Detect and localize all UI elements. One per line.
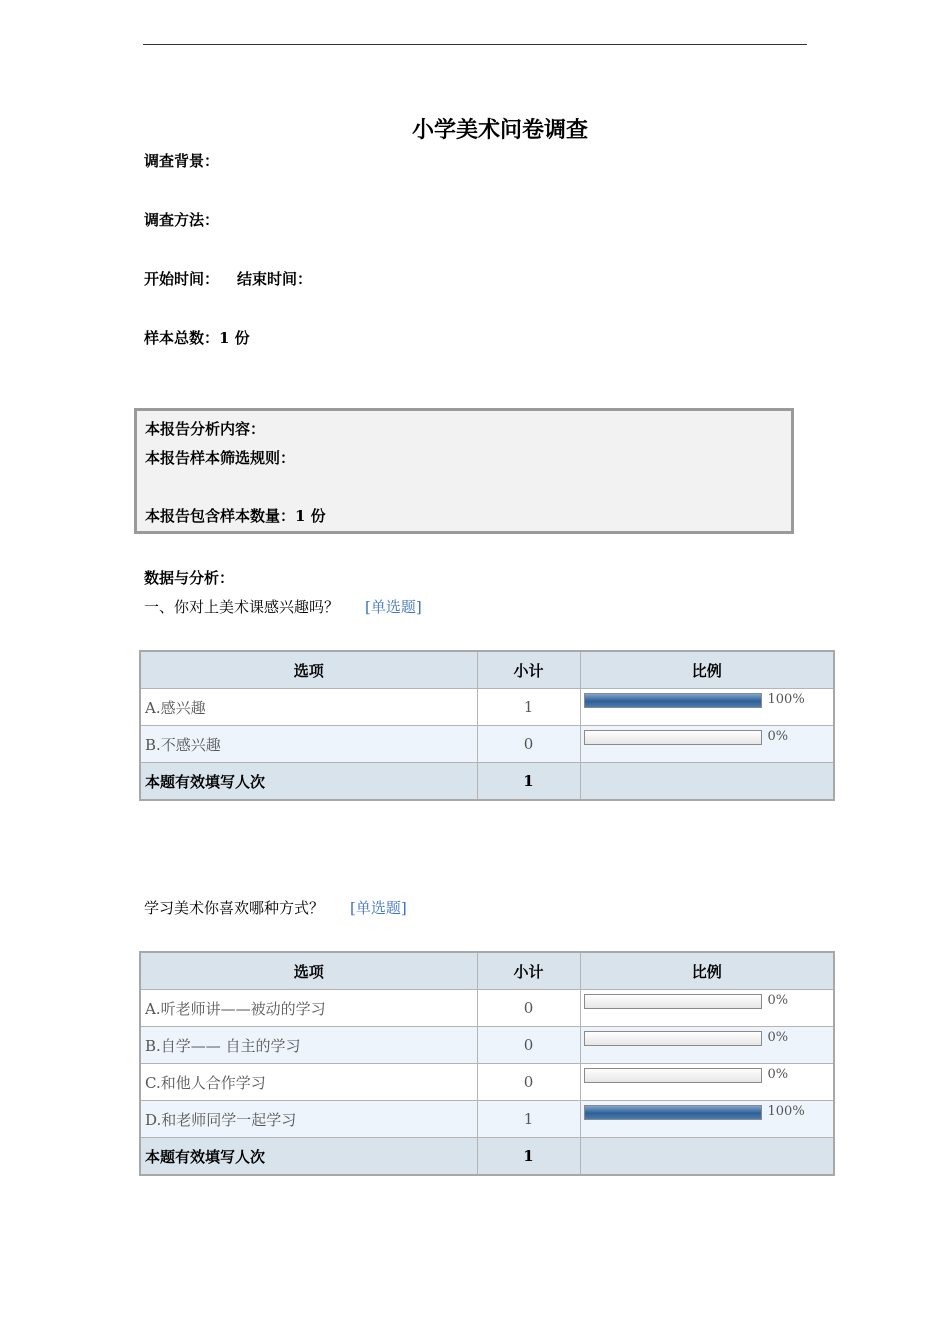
question-2-type-tag[interactable]: [单选题] <box>350 899 407 917</box>
question-1-title <box>144 596 422 617</box>
total-count: 1 <box>477 1138 580 1176</box>
survey-method-label: 调查方法： <box>144 211 220 229</box>
ratio-cell <box>580 990 834 1027</box>
total-ratio-cell <box>580 1138 834 1176</box>
option-cell: A.听老师讲——被动的学习 <box>140 990 477 1027</box>
option-header: 选项 <box>140 952 477 990</box>
report-summary-box <box>134 408 794 534</box>
ratio-bar-fill <box>585 1106 761 1119</box>
ratio-percent: 0% <box>767 729 789 744</box>
count-cell: 0 <box>477 990 580 1027</box>
ratio-percent: 0% <box>767 1067 789 1082</box>
table-header-row <box>140 651 834 689</box>
count-header: 小计 <box>477 952 580 990</box>
option-cell: B.自学—— 自主的学习 <box>140 1027 477 1064</box>
table-row <box>140 990 834 1027</box>
option-header: 选项 <box>140 651 477 689</box>
question-2-table <box>139 951 835 1176</box>
table-row <box>140 1027 834 1064</box>
ratio-cell <box>580 689 834 726</box>
table-row <box>140 726 834 763</box>
ratio-percent: 0% <box>767 1030 789 1045</box>
ratio-bar <box>584 994 762 1009</box>
page-title: 小学美术问卷调查 <box>411 117 588 143</box>
table-row <box>140 1101 834 1138</box>
ratio-bar <box>584 1031 762 1046</box>
total-count: 1 <box>477 763 580 801</box>
ratio-percent: 0% <box>767 993 789 1008</box>
total-label: 本题有效填写人次 <box>140 1138 477 1176</box>
question-2-title <box>144 897 407 918</box>
option-cell: D.和老师同学一起学习 <box>140 1101 477 1138</box>
ratio-header: 比例 <box>580 952 834 990</box>
header-rule <box>143 44 807 45</box>
ratio-bar-fill <box>585 694 761 707</box>
ratio-bar <box>584 730 762 745</box>
ratio-cell <box>580 726 834 763</box>
ratio-cell <box>580 1101 834 1138</box>
table-row <box>140 689 834 726</box>
ratio-percent: 100% <box>767 1104 805 1119</box>
question-1-text: 一、你对上美术课感兴趣吗？ <box>144 598 340 616</box>
total-ratio-cell <box>580 763 834 801</box>
count-cell: 1 <box>477 1101 580 1138</box>
ratio-bar <box>584 1105 762 1120</box>
survey-background-label: 调查背景： <box>144 152 220 170</box>
count-cell: 0 <box>477 1027 580 1064</box>
survey-time-line <box>144 268 312 289</box>
option-cell: C.和他人合作学习 <box>140 1064 477 1101</box>
count-cell: 0 <box>477 1064 580 1101</box>
ratio-header: 比例 <box>580 651 834 689</box>
count-cell: 1 <box>477 689 580 726</box>
option-cell: B.不感兴趣 <box>140 726 477 763</box>
sample-total: 样本总数：1 份 <box>144 329 250 347</box>
ratio-cell <box>580 1027 834 1064</box>
count-header: 小计 <box>477 651 580 689</box>
count-cell: 0 <box>477 726 580 763</box>
ratio-bar <box>584 1068 762 1083</box>
ratio-percent: 100% <box>767 692 805 707</box>
table-total-row <box>140 1138 834 1176</box>
ratio-bar <box>584 693 762 708</box>
data-analysis-label: 数据与分析： <box>144 569 235 587</box>
question-1-table <box>139 650 835 801</box>
question-1-type-tag[interactable]: [单选题] <box>365 598 422 616</box>
table-header-row <box>140 952 834 990</box>
question-2-text: 学习美术你喜欢哪种方式？ <box>144 899 325 917</box>
total-label: 本题有效填写人次 <box>140 763 477 801</box>
table-row <box>140 1064 834 1101</box>
report-sample-count: 本报告包含样本数量：1 份 <box>145 507 326 525</box>
start-time-label: 开始时间： <box>144 270 220 288</box>
option-cell: A.感兴趣 <box>140 689 477 726</box>
end-time-label: 结束时间： <box>237 270 313 288</box>
table-total-row <box>140 763 834 801</box>
ratio-cell <box>580 1064 834 1101</box>
report-content-label: 本报告分析内容： <box>145 420 266 438</box>
report-filter-label: 本报告样本筛选规则： <box>145 449 296 467</box>
